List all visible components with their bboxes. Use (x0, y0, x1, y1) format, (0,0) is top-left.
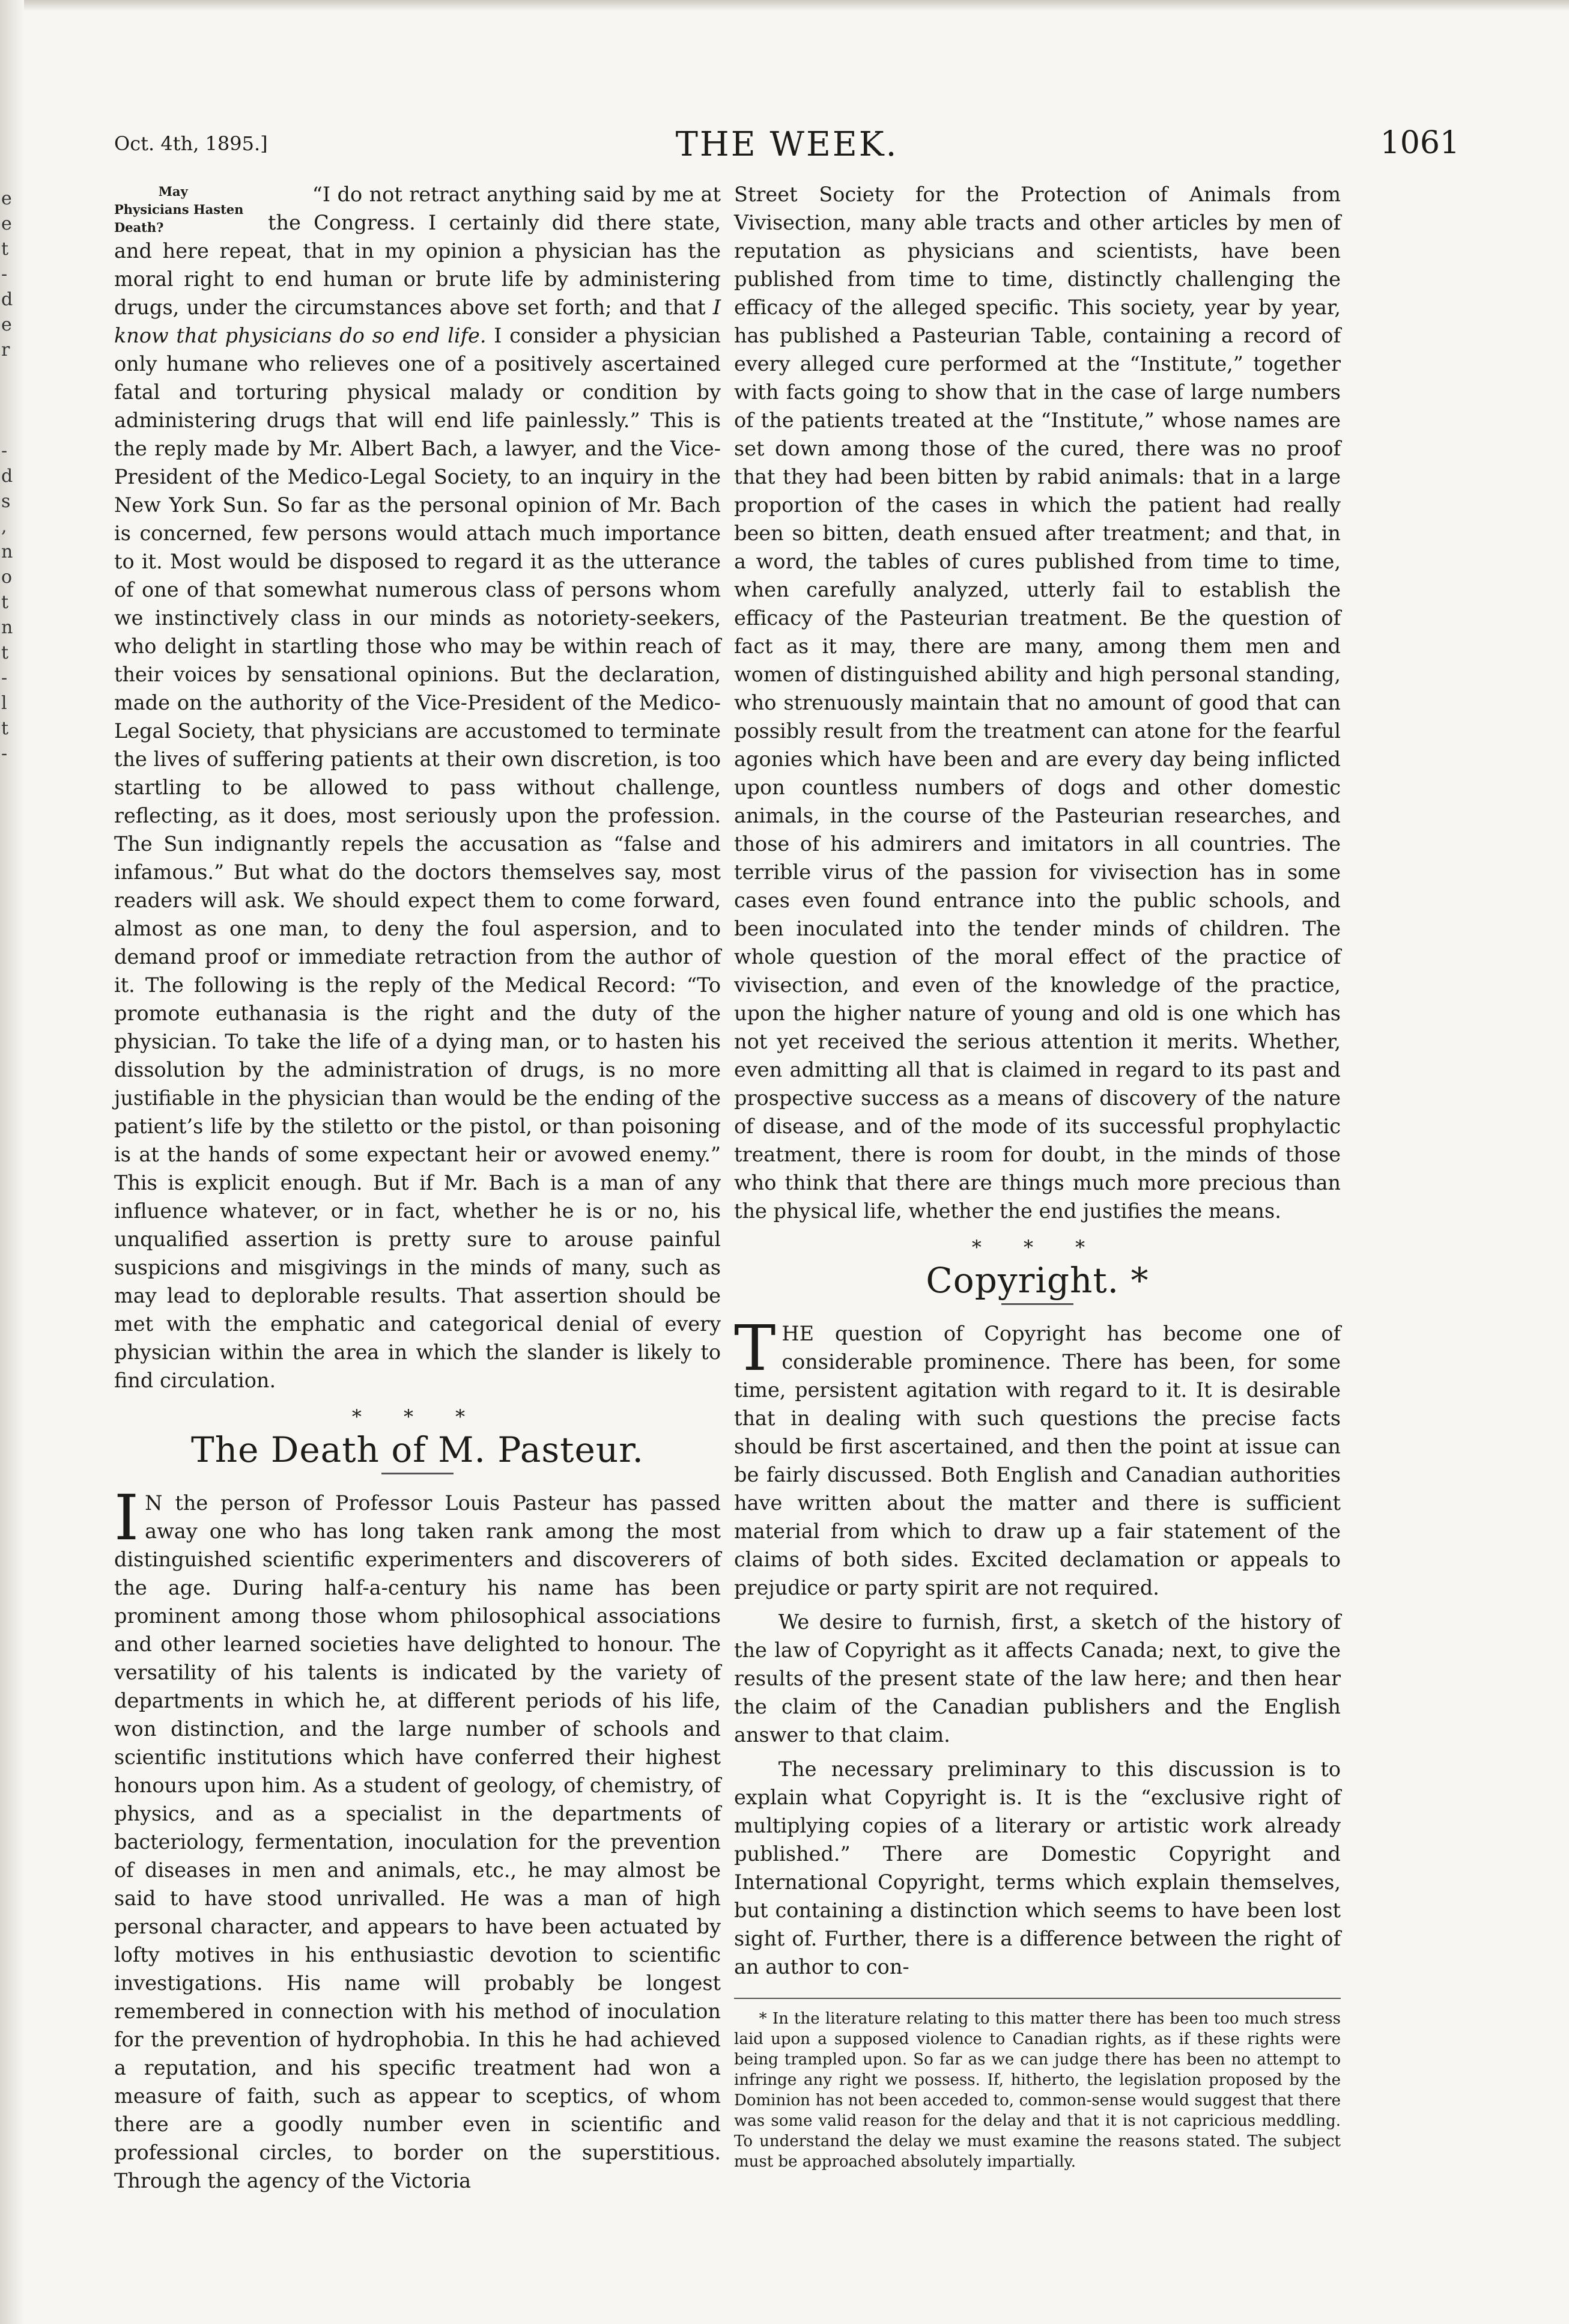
margin-letter: n (1, 617, 13, 638)
margin-letter: l (1, 693, 7, 714)
margin-letter: d (1, 289, 13, 310)
right-column (734, 180, 1341, 2172)
copyright-text-1: HE question of Copyright has become one of considerable prominence. There has been, for some time, persistent agitation with regard to it. It is desirable that in dealing with such questions the precise facts should be first ascertained, and then the point at issue can be fairly discussed. Both English and Canadian authorities have written about the matter and there is sufficient material from which to draw up a fair statement of the claims of both sides. Excited declamation or appeals to prejudice or party spirit are not required. (734, 1322, 1341, 1599)
copyright-paragraph-1 (734, 1312, 1341, 1602)
margin-letter: t (1, 718, 9, 739)
margin-letter: n (1, 541, 13, 562)
margin-letter: t (1, 592, 9, 613)
adjacent-page-margin-letters (1, 186, 19, 767)
euthanasia-emphasis: I know that physicians do so end life. (114, 296, 721, 347)
margin-letter (1, 388, 19, 413)
margin-letter: e (1, 188, 12, 209)
euthanasia-paragraph (114, 180, 721, 1395)
section-separator-stars: * * * (351, 1405, 484, 1428)
margin-letter: e (1, 314, 12, 335)
section-separator-stars: * * * (971, 1236, 1103, 1259)
pasteur-paragraph (114, 1481, 721, 2195)
margin-letter: t (1, 239, 9, 260)
margin-letter: o (1, 567, 13, 588)
margin-letter: r (1, 339, 10, 360)
pasteur-article-title: The Death of M. Pasteur. (191, 1429, 644, 1470)
margin-letter (1, 413, 19, 439)
margin-letter: e (1, 213, 12, 234)
margin-letter (1, 363, 19, 388)
margin-letter: d (1, 466, 13, 487)
pasteur-dropcap: I (114, 1481, 139, 1554)
copyright-footnote: * In the literature relating to this matter there has been too much stress laid upon a supposed violence to Canadian rights, as if these rights were being trampled upon. So far as we can judge there has been no attempt to infringe any right we possess. If, hitherto, the legislation proposed by the Dominion has not been acceded to, common-sense would suggest that there was some valid reason for the delay and that it is not capricious meddling. To understand the delay we must examine the reasons stated. The subject must be approached absolutely impartially. (734, 2010, 1341, 2171)
margin-letter: - (1, 440, 8, 461)
publication-title: THE WEEK. (675, 125, 899, 164)
euthanasia-text-b: I consider a physician only humane who relieves one of a positively ascertained fatal and torturing physical malady or condition by administering drugs that will end life painlessly.” This is the reply made by Mr. Albert Bach, a lawyer, and the Vice-President of the Medico-Legal Society, to an inquiry in the New York Sun. So far as the personal opinion of Mr. Bach is concerned, few persons would attach much importance to it. Most would be disposed to regard it as the utterance of one of that somewhat numerous class of persons whom we instinctively class in our minds as notoriety-seekers, who delight in startling those who may be within reach of their voices by sensational opinions. But the declaration, made on the authority of the Vice-President of the Medico-Legal Society, that physicians are accustomed to terminate the lives of suffering patients at their own discretion, is too startling to be allowed to pass without challenge, reflecting, as it does, most seriously upon the profession. The Sun indignantly repels the accusation as “false and infamous.” But what do the doctors themselves say, most readers will ask. We should expect them to come forward, almost as one man, to deny the foul aspersion, and to demand proof or immediate retraction from the author of it. The following is the reply of the Medical Record: “To promote euthanasia is the right and the duty of the physician. To take the life of a dying man, or to hasten his dissolution by the administration of drugs, is no more justifiable in the physician than would be the ending of the patient’s life by the stiletto or the pistol, or than poisoning is at the hands of some expectant heir or avowed enemy.” This is explicit enough. But if Mr. Bach is a man of any influence whatever, or in fact, whether he is or no, his unqualified assertion is pretty sure to arouse painful suspicions and misgivings in the minds of many, such as may lead to deplorable results. That assertion should be met with the emphatic and categorical denial of every physician within the area in which the slander is likely to find circulation. (114, 324, 721, 1392)
title-rule (381, 1473, 454, 1474)
copyright-article-title: Copyright. * (926, 1260, 1149, 1301)
pasteur-text: N the person of Professor Louis Pasteur has passed away one who has long taken rank among the most distinguished scientific experimenters and discoverers of the age. During half-a-century his name has been prominent among those whom philosophical associations and other learned societies have delighted to honour. The versatility of his talents is indicated by the variety of departments in which he, at different periods of his life, won distinction, and the large number of schools and scientific institutions which have conferred their highest honours upon him. As a student of geology, of chemistry, of physics, and as a specialist in the departments of bacteriology, fermentation, inoculation for the prevention of diseases in men and animals, etc., he may almost be said to have stood unrivalled. He was a man of high personal character, and appears to have been actuated by lofty motives in his enthusiastic devotion to scientific investigations. His name will probably be longest remembered in connection with his method of inoculation for the prevention of hydrophobia. In this he had achieved a reputation, and his specific treatment had won a measure of faith, such as appear to sceptics, of whom there are a goodly number even in scientific and professional circles, to border on the superstitious. Through the agency of the Victoria (114, 1491, 721, 2192)
margin-letter: - (1, 264, 8, 285)
page-header (114, 120, 1460, 174)
page-top-edge (0, 0, 1569, 11)
margin-letter: , (1, 516, 7, 537)
sidenote-may-physicians-hasten-death: May Physicians Hasten Death? (114, 184, 244, 235)
copyright-dropcap: T (734, 1312, 776, 1385)
footnote-rule (734, 1998, 1341, 1999)
margin-letter: t (1, 642, 9, 663)
copyright-paragraph-2: We desire to furnish, first, a sketch of the history of the law of Copyright as it affects Canada; next, to give the results of the present state of the law here; and then hear the claim of the Canadian publishers and the English answer to that claim. (734, 1610, 1341, 1747)
euthanasia-text-a: “I do not retract anything said by me at the Congress. I certainly did there state, and here repeat, that in my opinion a physician has the moral right to end human or brute life by administering drugs, under the circumstances above set forth; and that (114, 183, 721, 319)
copyright-paragraph-3: The necessary preliminary to this discussion is to explain what Copyright is. It is the “exclusive right of multiplying copies of a literary or artistic work already published.” There are Domestic Copyright and International Copyright, terms which explain themselves, but containing a distinction which seems to have been lost sight of. Further, there is a difference between the right of an author to con- (734, 1757, 1341, 1979)
pasteur-continuation-paragraph: Street Society for the Protection of Animals from Vivisection, many able tracts and other articles by men of reputation as physicians and scientists, have been published from time to time, distinctly challenging the efficacy of the alleged specific. This society, year by year, has published a Pasteurian Table, containing a record of every alleged cure performed at the “Institute,” together with facts going to show that in the case of large numbers of the patients treated at the “Institute,” whose names are set down among those of the cured, there was no proof that they had been bitten by rabid animals: that in a large proportion of the cases in which the patient had really been so bitten, death ensued after treatment; and that, in a word, the tables of cures published from time to time, when carefully analyzed, utterly fail to establish the efficacy of the Pasteurian treatment. Be the question of fact as it may, there are many, among them men and women of distinguished ability and high personal standing, who strenuously maintain that no amount of good that can possibly result from the treatment can atone for the fearful agonies which have been and are every day being inflicted upon countless numbers of dogs and other domestic animals, in the course of the Pasteurian researches, and those of his admirers and imitators in all countries. The terrible virus of the passion for vivisection has in some cases even found entrance into the public schools, and been inoculated into the tender minds of children. The whole question of the moral effect of the practice of vivisection, and even of the knowledge of the practice, upon the higher nature of young and old is one which has not yet received the serious attention it merits. Whether, even admitting all that is claimed in regard to its past and prospective success as a means of discovery of the nature of disease, and of the mode of its successful prophylactic treatment, there is room for doubt, in the minds of those who think that there are things much more precious than the physical life, whether the end justifies the means. (734, 183, 1341, 1223)
title-rule (1001, 1303, 1073, 1305)
left-column (114, 180, 721, 2201)
page-number: 1061 (1380, 125, 1460, 161)
header-date: Oct. 4th, 1895.] (114, 132, 268, 155)
margin-letter: - (1, 743, 8, 764)
margin-letter: s (1, 491, 11, 512)
margin-letter: - (1, 668, 8, 689)
